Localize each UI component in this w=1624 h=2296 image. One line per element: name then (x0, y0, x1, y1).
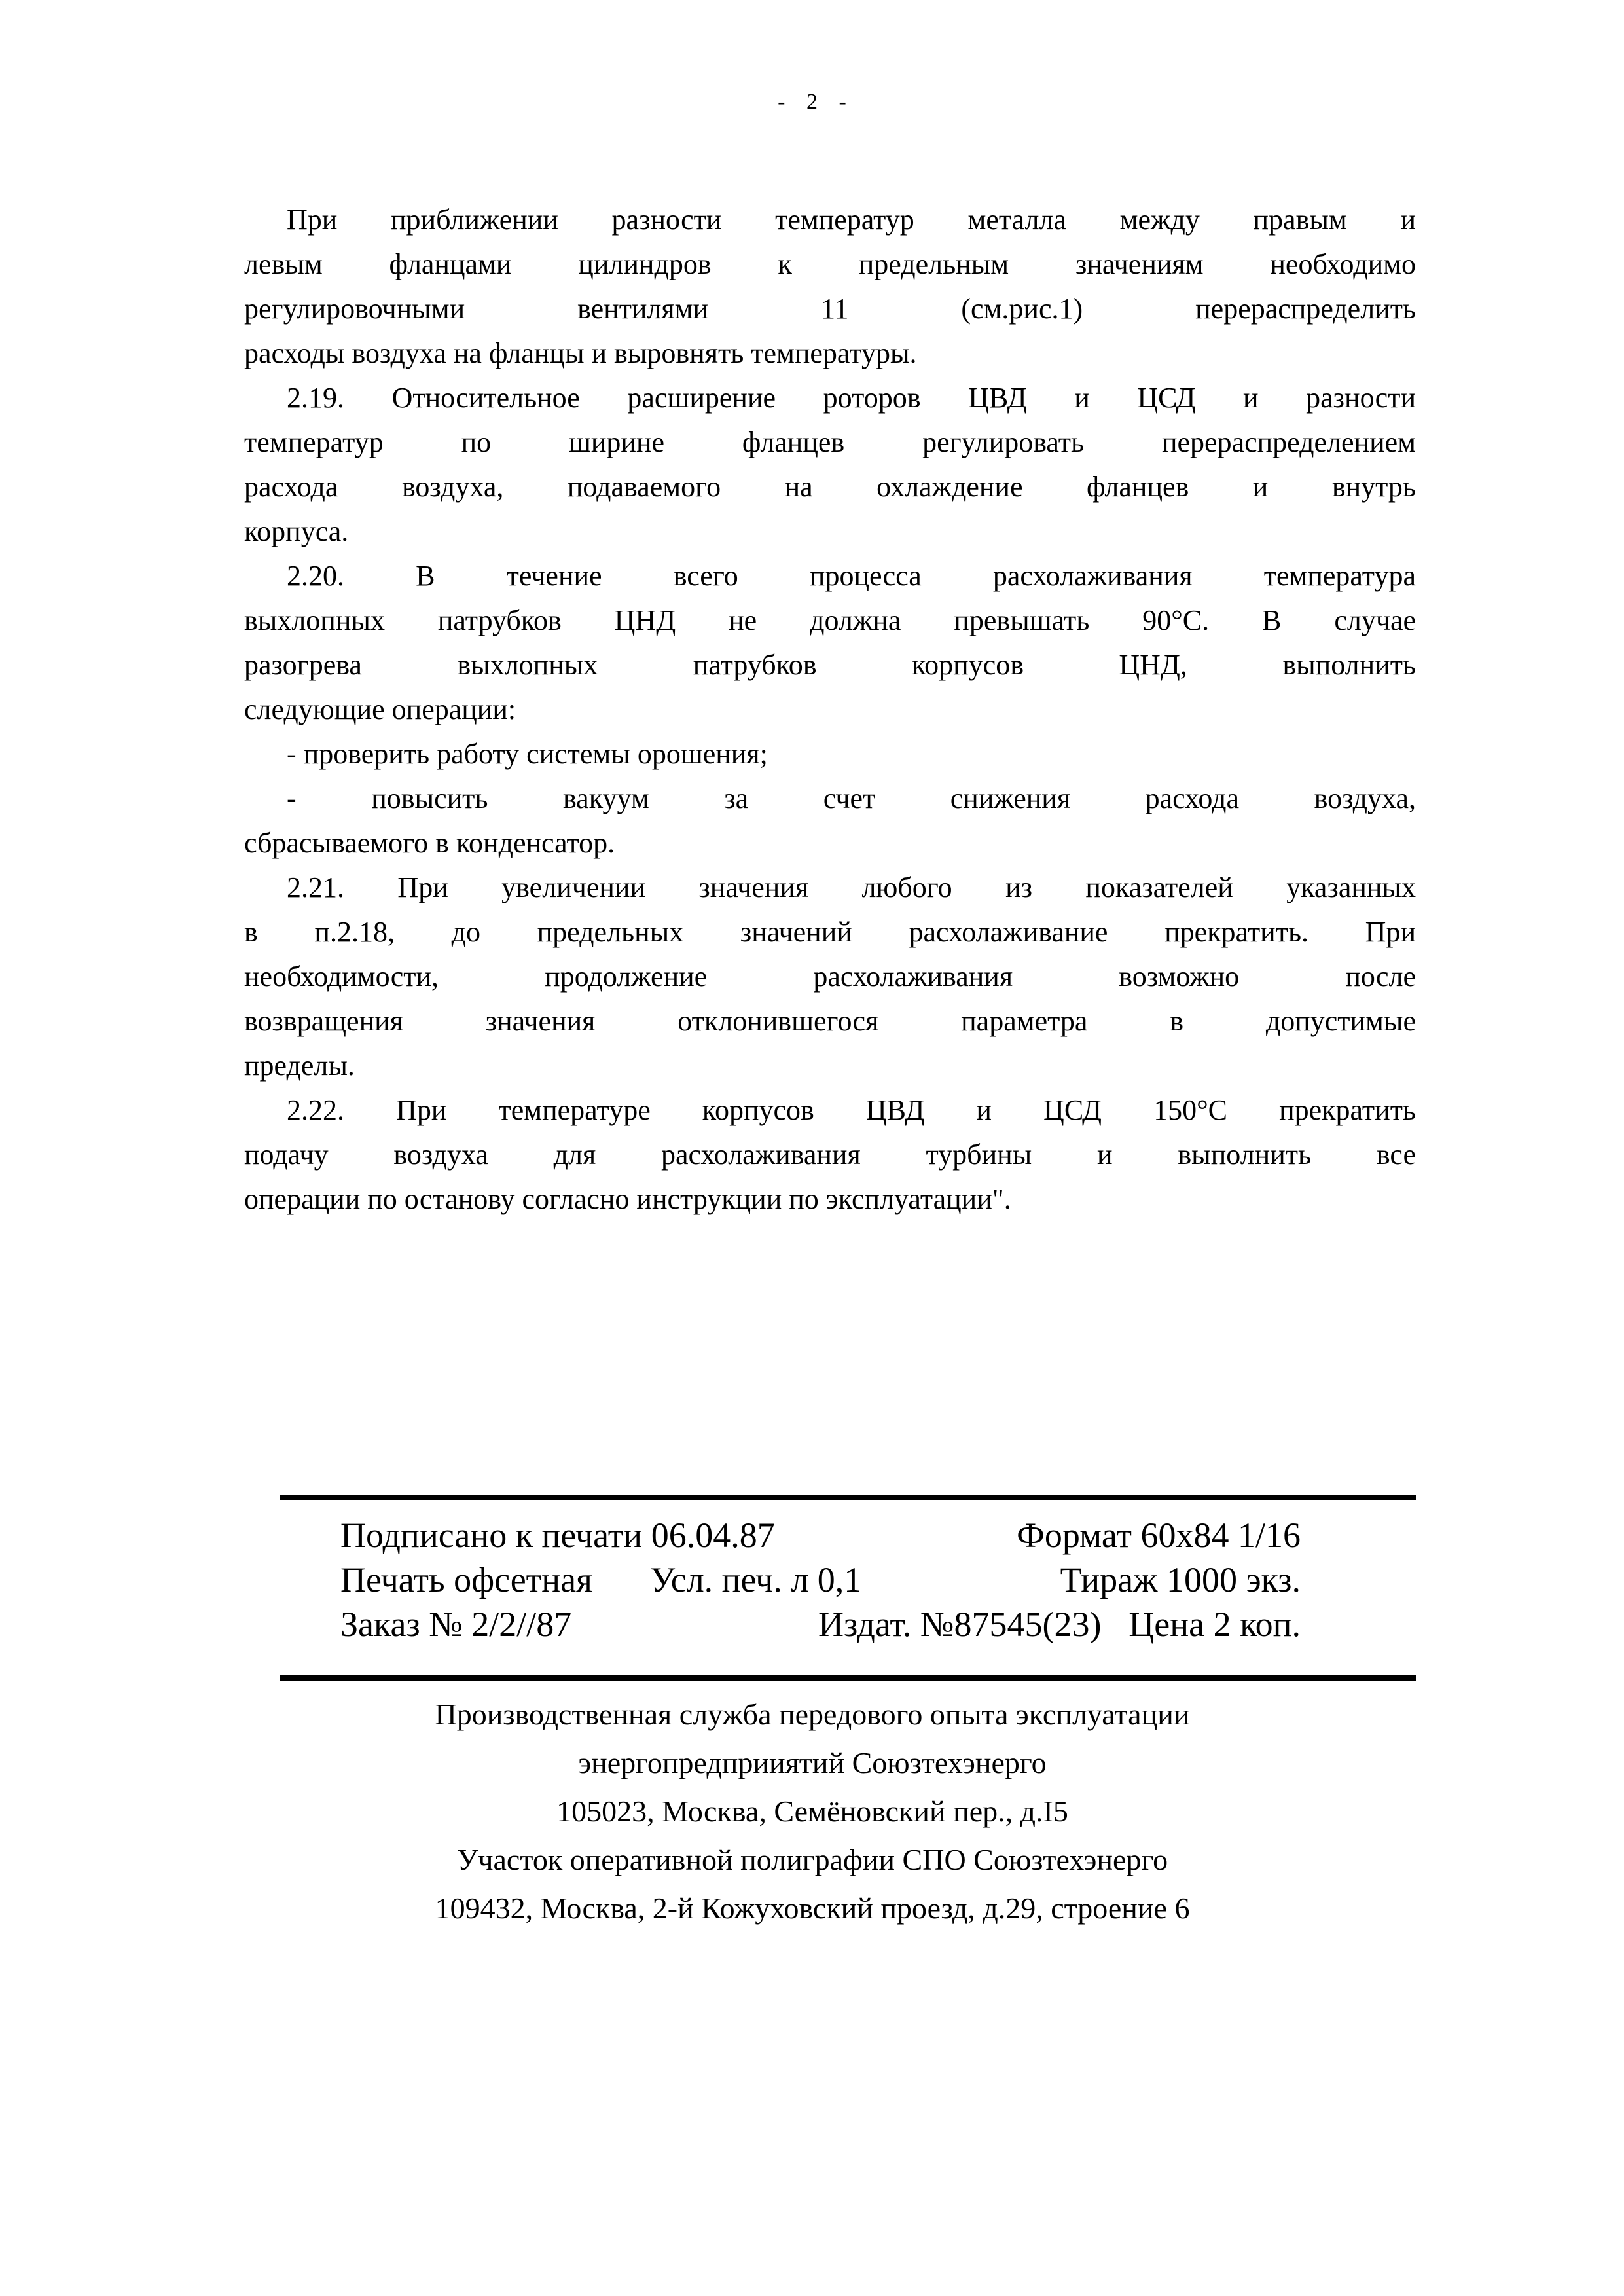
text-line: - повысить вакуум за счет снижения расхода воздуха, (287, 782, 1416, 814)
colophon-row (340, 1516, 1301, 1554)
text-line: корпуса. (244, 515, 349, 547)
text-line: 2.19. Относительное расширение роторов ЦВД и ЦСД и разности (287, 382, 1416, 414)
text-line: температур по ширине фланцев регулировать перераспределением (244, 426, 1416, 458)
printed-sheets: Усл. печ. л 0,1 (650, 1560, 862, 1599)
text-line: подачу воздуха для расхолаживания турбины и выполнить все (244, 1139, 1416, 1171)
imprint-block (5, 1690, 1619, 1933)
imprint-line: 105023, Москва, Семёновский пер., д.I5 (556, 1795, 1068, 1828)
text-line: 2.20. В течение всего процесса расхолаживания температура (287, 560, 1416, 592)
page-number: - 2 - (778, 90, 846, 114)
text-line: При приближении разности температур металла между правым и (287, 204, 1416, 236)
text-line: необходимости, продолжение расхолаживания возможно после (244, 960, 1416, 993)
text-line: возвращения значения отклонившегося параметра в допустимые (244, 1005, 1416, 1037)
text-line: разогрева выхлопных патрубков корпусов ЦНД, выполнить (244, 649, 1416, 681)
print-run: Тираж 1000 экз. (1060, 1560, 1301, 1599)
text-line: регулировочными вентилями 11 (см.рис.1) перераспределить (244, 293, 1416, 325)
text-line: расхода воздуха, подаваемого на охлаждение фланцев и внутрь (244, 471, 1416, 503)
colophon-rule-top (280, 1495, 1416, 1500)
text-line: выхлопных патрубков ЦНД не должна превышать 90°С. В случае (244, 604, 1416, 636)
imprint-line: 109432, Москва, 2-й Кожуховский проезд, д.29, строение 6 (435, 1891, 1190, 1925)
imprint-line: Производственная служба передового опыта эксплуатации (435, 1698, 1190, 1731)
text-line: - проверить работу системы орошения; (287, 738, 768, 770)
text-line: 2.21. При увеличении значения любого из показателей указанных (287, 871, 1416, 903)
imprint-line: энергопредприиятий Союзтехэнерго (578, 1746, 1047, 1779)
order-number: Заказ № 2/2//87 (340, 1605, 572, 1644)
text-line: левым фланцами цилиндров к предельным значениям необходимо (244, 248, 1416, 280)
price: Цена 2 коп. (1128, 1605, 1301, 1644)
imprint-line: Участок оперативной полиграфии СПО Союзтехэнерго (456, 1843, 1168, 1876)
text-line: в п.2.18, до предельных значений расхолаживание прекратить. При (244, 916, 1416, 948)
text-line: расходы воздуха на фланцы и выровнять температуры. (244, 337, 917, 369)
body-text (244, 198, 1416, 1222)
colophon-row (340, 1561, 1301, 1599)
print-type: Печать офсетная (340, 1560, 592, 1599)
signed-to-print: Подписано к печати 06.04.87 (340, 1516, 775, 1555)
colophon-row (340, 1605, 1301, 1643)
format-value: Формат 60х84 1/16 (1017, 1516, 1301, 1555)
text-line: операции по останову согласно инструкции по эксплуатации". (244, 1183, 1011, 1215)
text-line: сбрасываемого в конденсатор. (244, 827, 615, 859)
colophon-rule-bottom (280, 1675, 1416, 1681)
text-line: следующие операции: (244, 693, 516, 725)
text-line: пределы. (244, 1049, 355, 1082)
publisher-number: Издат. №87545(23) (818, 1605, 1102, 1644)
text-line: 2.22. При температуре корпусов ЦВД и ЦСД 150°С прекратить (287, 1094, 1416, 1126)
